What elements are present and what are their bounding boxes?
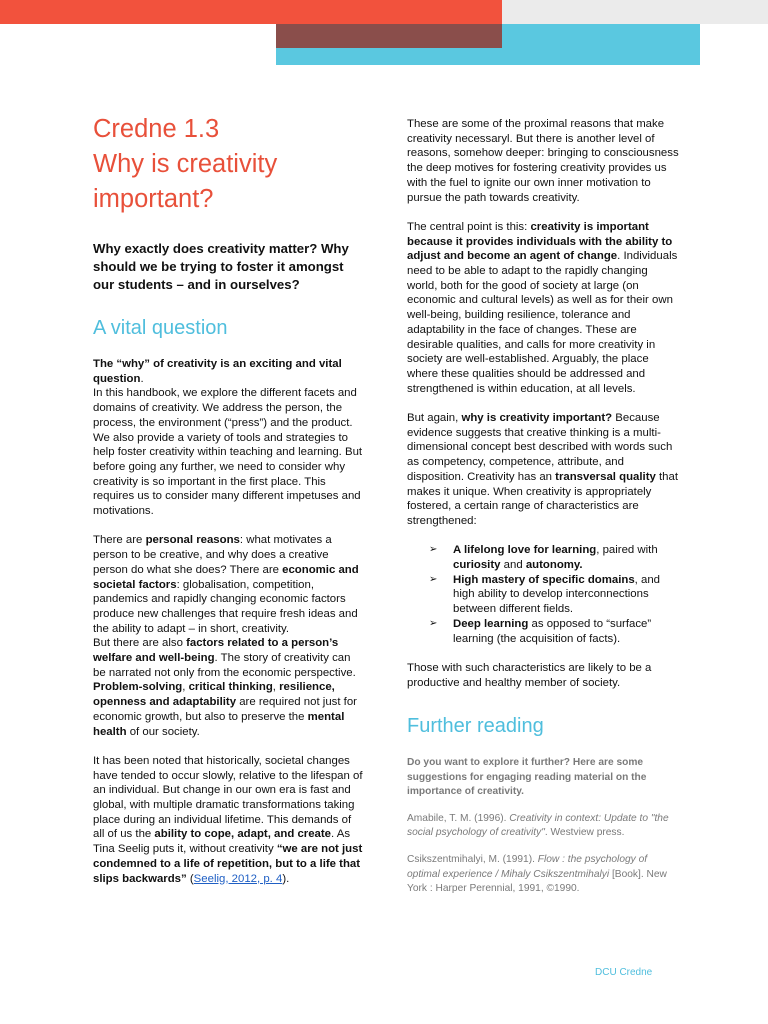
text-span: are required not just for economic growth, but also to preserve the <box>93 696 357 723</box>
bold-span: Deep learning <box>453 617 529 630</box>
section-heading-further: Further reading <box>407 715 544 738</box>
citation-link-seelig[interactable]: Seelig, 2012, p. 4 <box>193 872 283 885</box>
bold-span: personal reasons <box>145 534 240 547</box>
arrow-bullet-icon: ➢ <box>429 573 438 585</box>
text-span: . The story of creativity can be narrated not only from the economic perspective. <box>93 652 356 679</box>
bold-span: curiosity <box>453 559 501 572</box>
right-paragraph-1: These are some of the proximal reasons that make creativity necessaryl. But there is another level of reasons, somehow deeper: bringing to consciousness the deep motives for fostering creativity provides us with the fuel to ignite our own inner motivation to pursue the path towards creativity. <box>407 118 679 204</box>
text-span: . Individuals need to be able to adapt to the rapidly changing world, both for the good of society at large (on economic and cultural levels) as well as for their own well-being, building resilience, tolerance and adaptability in the face of changes. These are desirable qualities, and calls for more creativity in society are well-established. Arguably, the place where these qualities should be addressed and strengthened is within education, at all levels. <box>407 250 678 395</box>
arrow-bullet-icon: ➢ <box>429 544 438 556</box>
text-span: as opposed to “surface” learning (the acquisition of facts). <box>453 617 652 645</box>
vital-paragraph-3 <box>93 636 365 739</box>
further-intro: Do you want to explore it further? Here are some suggestions for engaging reading material on the importance of creativity. <box>407 757 647 797</box>
text-span: . Westview press. <box>544 827 625 839</box>
right-paragraph-3 <box>407 411 679 529</box>
vital-paragraph-1 <box>93 357 365 519</box>
bold-span: ability to cope, adapt, and create <box>154 828 332 841</box>
list-item <box>429 617 679 646</box>
text-span: It has been noted that historically, societal changes have tended to occur slowly, relative to the lifespan of an individual. But change in our own era is fast and global, with multiple dramatic transformations taking place during an individual lifetime. This demands of all of us the <box>93 754 363 841</box>
bold-span: why is creativity important? <box>461 412 613 425</box>
text-span: : globalisation, competition, pandemics and rapidly changing economic factors produce new challenges that require fresh ideas and the ability to adapt – in short, creativity. <box>93 578 358 635</box>
header-band-grey <box>502 0 768 24</box>
text-span: ( <box>186 872 194 885</box>
text-span: The central point is this: <box>407 220 531 233</box>
footer-label: DCU Credne <box>595 967 653 978</box>
italic-title: Creativity in context: Update to "the social psychology of creativity" <box>407 812 669 839</box>
right-paragraph-4: Those with such characteristics are likely to be a productive and healthy member of society. <box>407 661 652 689</box>
vital-p1-bold: The “why” of creativity is an exciting and vital question <box>93 358 342 385</box>
list-item <box>429 573 679 617</box>
bold-span: critical thinking <box>188 681 273 694</box>
text-span: and <box>500 559 526 572</box>
reference-1 <box>407 812 679 840</box>
bold-span: transversal quality <box>555 470 656 483</box>
bold-span: creativity is important because it provides individuals with the ability to adjust and become an agent of change <box>407 220 673 263</box>
bold-span: mental health <box>93 710 345 738</box>
header-band-overlap <box>276 24 502 48</box>
title-line-2: Why is creativity <box>93 150 278 178</box>
bold-span: autonomy. <box>525 559 583 572</box>
bold-span: Problem-solving <box>93 681 183 694</box>
left-column <box>93 112 365 886</box>
vital-paragraph-2 <box>93 533 365 636</box>
bold-span: economic and societal factors <box>93 563 359 591</box>
text-span: : what motivates a person to be creative, and why does a creative person do what she does? There are <box>93 534 332 576</box>
text-span: that makes it unique. When creativity is appropriately fostered, a certain range of characteristics are strengthened: <box>407 470 678 527</box>
right-column <box>407 117 679 896</box>
italic-title: Flow : the psychology of optimal experience / Mihaly Csikszentmihalyi <box>407 854 648 880</box>
arrow-bullet-icon: ➢ <box>429 617 438 629</box>
text-span: [Book]. New York : Harper Perennial, 1991, ©1990. <box>407 868 667 894</box>
title-line-3: important? <box>93 185 214 213</box>
text-span: ). <box>282 872 290 885</box>
vital-p1-text: In this handbook, we explore the different facets and domains of creativity. We address the person, the process, the environment (“press”) and the product. We also provide a variety of tools and strategies to help foster creativity within teaching and learning. But before going any further, we need to consider why creativity is so important in the first place. This requires us to consider many different impetuses and motivations. <box>93 387 363 518</box>
text-span: , <box>272 681 280 694</box>
text-span: But again, <box>407 412 462 425</box>
text-span: , and high ability to develop interconnections between different fields. <box>453 573 661 616</box>
text-span: . As Tina Seelig puts it, without creativity <box>93 828 351 856</box>
text-span: But there are also <box>93 637 187 650</box>
bold-span: factors related to a person’s welfare and well-being <box>93 637 339 665</box>
quote-bold: “we are not just condemned to a life of repetition, but to a life that slips backwards” <box>93 843 363 885</box>
text-span: Csikszentmihalyi, M. (1991). <box>407 854 538 866</box>
text-span: , paired with <box>596 544 658 557</box>
text-span: There are <box>93 534 146 547</box>
bold-span: A lifelong love for learning <box>453 544 597 557</box>
header-band-red <box>0 0 502 24</box>
reference-2 <box>407 853 679 896</box>
text-span: , <box>182 681 189 694</box>
page-title <box>93 112 365 217</box>
section-heading-vital: A vital question <box>93 317 228 339</box>
text-span: of our society. <box>126 725 200 738</box>
right-paragraph-2 <box>407 220 679 396</box>
list-item <box>429 543 679 572</box>
lead-question: Why exactly does creativity matter? Why should we be trying to foster it amongst our students – and in ourselves? <box>93 241 349 292</box>
bold-span: resilience, openness and adaptability <box>93 681 335 709</box>
vital-p1-dot: . <box>140 372 144 385</box>
text-span: Because evidence suggests that creative thinking is a multi-dimensional concept best described with words such as competency, competence, attribute, and disposition. Creativity has an <box>407 412 673 483</box>
characteristics-list <box>429 543 679 646</box>
text-span: Amabile, T. M. (1996). <box>407 812 510 824</box>
bold-span: High mastery of specific domains <box>453 573 635 586</box>
title-line-1: Credne 1.3 <box>93 115 220 143</box>
vital-paragraph-4 <box>93 754 365 886</box>
